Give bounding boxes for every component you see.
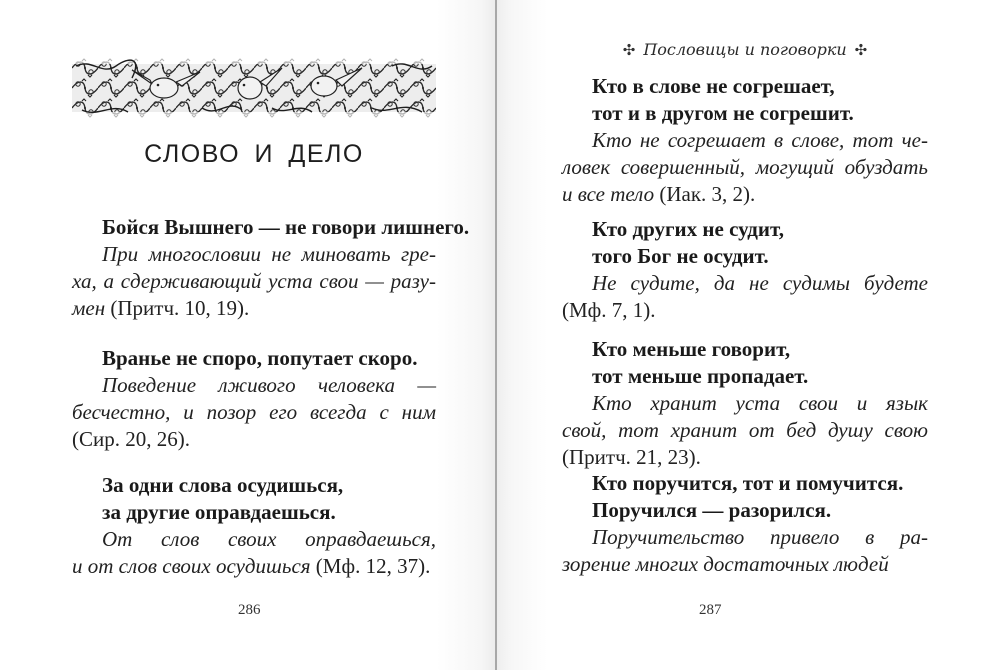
scripture-gloss	[562, 390, 928, 471]
gloss-quote: и все тело	[562, 182, 655, 206]
gloss-line	[562, 444, 928, 471]
cross-ornament-icon: ✣	[622, 41, 636, 59]
gloss-line	[562, 524, 928, 551]
page-number-left: 286	[238, 602, 261, 618]
proverb-entry	[72, 345, 436, 453]
proverb-text: Вранье не споро, попутает скоро.	[102, 346, 418, 370]
gloss-line	[562, 154, 928, 181]
gloss-quote: Поручительство привело в ра-	[592, 525, 928, 549]
gloss-line	[72, 268, 436, 295]
running-head-title: Пословицы и поговорки	[643, 40, 847, 59]
proverb-text: за другие оправдаешься.	[102, 500, 336, 524]
proverb-text: тот и в другом не согрешит.	[592, 101, 854, 125]
gloss-line	[72, 241, 436, 268]
proverb-entry	[562, 216, 928, 324]
proverb-entry	[72, 472, 436, 580]
gloss-quote: Поведение лживого человека —	[102, 373, 436, 397]
gloss-line	[72, 295, 436, 322]
gloss-line	[562, 127, 928, 154]
scripture-reference: (Притч. 21, 23).	[562, 445, 701, 469]
gloss-line	[72, 553, 436, 580]
scripture-reference: (Мф. 12, 37).	[310, 554, 431, 578]
proverb-text: Кто меньше говорит,	[592, 337, 791, 361]
proverb-entry	[562, 73, 928, 208]
gloss-quote: Не судите, да не судимы будете	[592, 271, 928, 295]
gloss-quote: ловек совершенный, могущий обуздать	[562, 155, 928, 179]
running-head	[562, 40, 928, 59]
proverb-entry	[562, 470, 928, 578]
floral-ornament-icon	[72, 58, 436, 118]
gloss-quote: От слов своих оправдаешься,	[102, 527, 436, 551]
scripture-gloss	[562, 270, 928, 324]
gloss-quote: зорение многих достаточных людей	[562, 552, 889, 576]
gloss-line	[562, 390, 928, 417]
scripture-gloss	[562, 127, 928, 208]
proverb-text: тот меньше пропадает.	[592, 364, 809, 388]
gloss-line	[72, 399, 436, 426]
scripture-gloss	[562, 524, 928, 578]
scripture-gloss	[72, 526, 436, 580]
gloss-quote: и от слов своих осудишься	[72, 554, 311, 578]
page-number-right: 287	[699, 602, 722, 618]
gloss-quote: ха, а сдерживающий уста свои — разу-	[72, 269, 436, 293]
gloss-quote: При многословии не миновать гре-	[102, 242, 436, 266]
proverb-entry	[562, 336, 928, 471]
gloss-line	[72, 426, 436, 453]
proverb-text: Кто других не судит,	[592, 217, 785, 241]
scripture-reference: (Иак. 3, 2).	[654, 182, 756, 206]
gloss-quote: Кто не согрешает в слове, тот че-	[592, 128, 928, 152]
proverb-text: Бойся Вышнего — не говори лишнего.	[102, 215, 470, 239]
gloss-line	[562, 551, 928, 578]
gloss-line	[562, 297, 928, 324]
proverb-text: Кто в слове не согрешает,	[592, 74, 835, 98]
gloss-quote: Кто хранит уста свои и язык	[592, 391, 928, 415]
scripture-reference: (Притч. 10, 19).	[105, 296, 250, 320]
proverb-text: За одни слова осудишься,	[102, 473, 344, 497]
proverb-entry	[72, 214, 470, 322]
proverb-text: того Бог не осудит.	[592, 244, 769, 268]
gloss-quote: свой, тот хранит от бед душу свою	[562, 418, 928, 442]
chapter-title: СЛОВО И ДЕЛО	[144, 140, 364, 168]
gloss-line	[72, 526, 436, 553]
proverb-text: Кто поручится, тот и помучится.	[592, 471, 904, 495]
proverb-text: Поручился — разорился.	[592, 498, 832, 522]
gloss-quote: бесчестно, и позор его всегда с ним	[72, 400, 436, 424]
cross-ornament-icon: ✣	[854, 41, 868, 59]
gloss-line	[562, 181, 928, 208]
gloss-line	[72, 372, 436, 399]
scripture-reference: (Мф. 7, 1).	[562, 298, 656, 322]
scripture-reference: (Сир. 20, 26).	[72, 427, 190, 451]
gloss-line	[562, 417, 928, 444]
scripture-gloss	[72, 372, 436, 453]
scripture-gloss	[72, 241, 436, 322]
gloss-line	[562, 270, 928, 297]
gloss-quote: мен	[72, 296, 106, 320]
